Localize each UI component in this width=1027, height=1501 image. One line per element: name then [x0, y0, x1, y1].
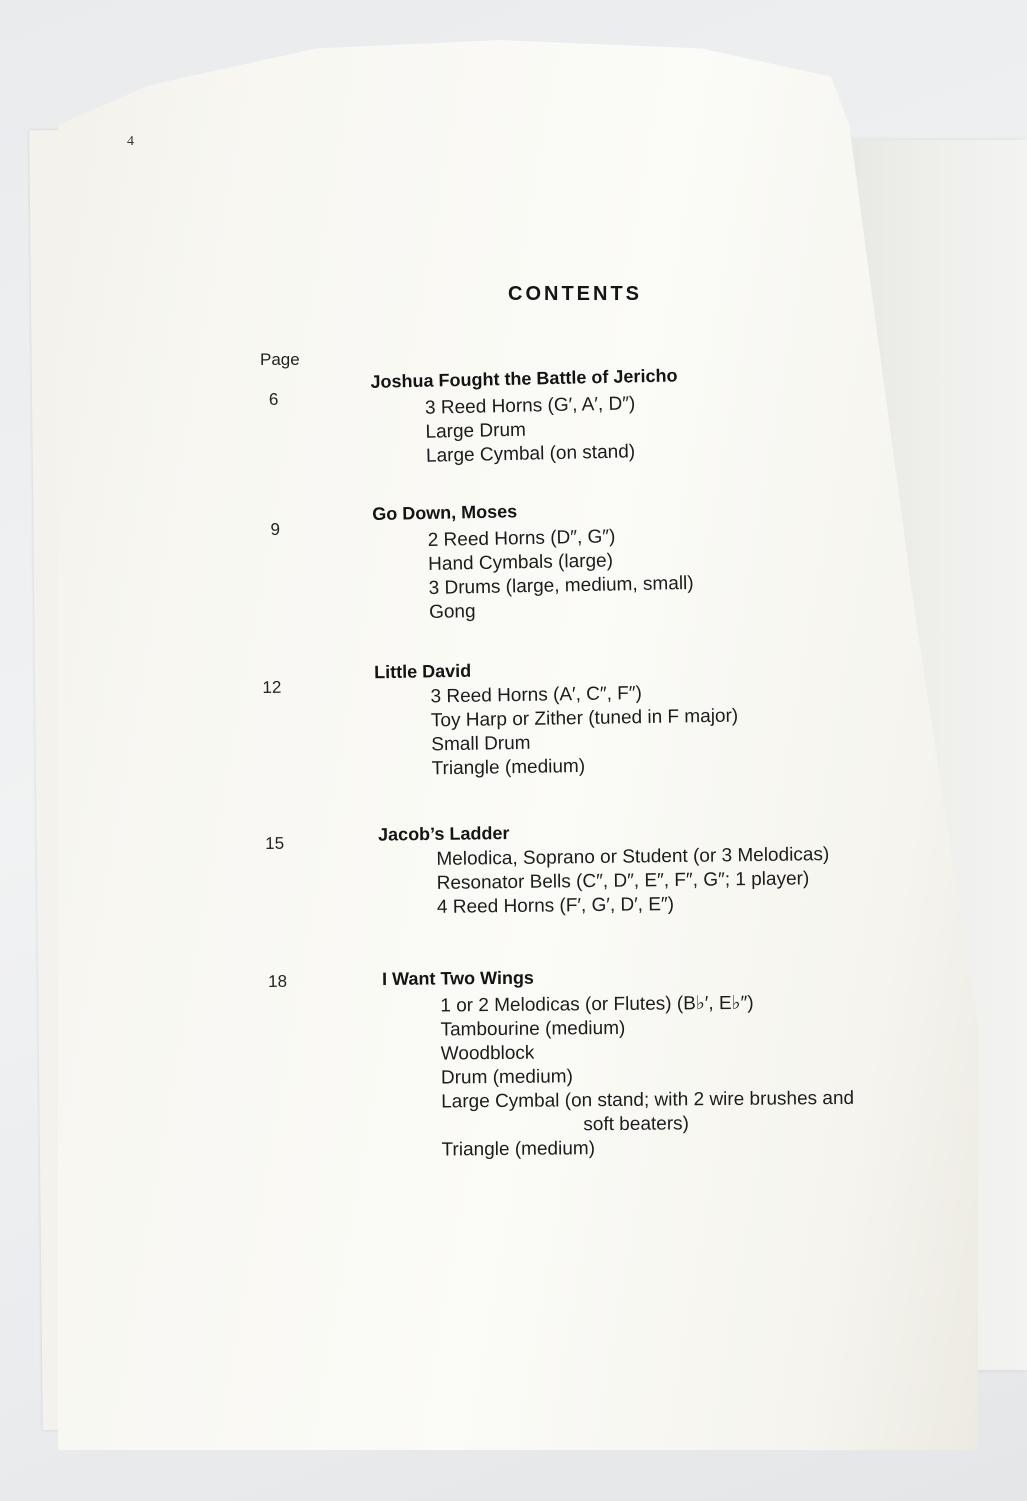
- entry-title: Little David: [374, 660, 472, 683]
- instrument-list: [425, 392, 637, 468]
- instrument-item: 2 Reed Horns (D″, G″): [427, 526, 616, 551]
- instrument-item: Hand Cymbals (large): [427, 550, 614, 575]
- page-number: 4: [127, 134, 134, 149]
- instrument-item-multiline: [441, 1087, 854, 1139]
- entry-page-number: 6: [268, 389, 279, 409]
- instrument-item: Small Drum: [431, 732, 531, 756]
- instrument-item: 3 Reed Horns (A′, C″, F″): [430, 683, 643, 708]
- instrument-item: Gong: [428, 601, 476, 623]
- instrument-item-continuation: soft beaters): [583, 1113, 690, 1136]
- entry-title: Jacob’s Ladder: [377, 823, 510, 845]
- contents-title: CONTENTS: [508, 283, 642, 305]
- entry-title: I Want Two Wings: [381, 967, 534, 990]
- instrument-list: [436, 843, 830, 920]
- instrument-item: Resonator Bells (C″, D″, E″, F″, G″; 1 player): [436, 868, 810, 894]
- instrument-list: [428, 524, 695, 625]
- instrument-item: Melodica, Soprano or Student (or 3 Melodicas): [436, 844, 830, 870]
- instrument-item: Drum (medium): [440, 1066, 573, 1089]
- instrument-item: Tambourine (medium): [440, 1017, 626, 1041]
- entry-title: Joshua Fought the Battle of Jericho: [370, 365, 678, 392]
- page-column-header: Page: [260, 350, 300, 369]
- instrument-item: Woodblock: [440, 1042, 535, 1065]
- instrument-item: Large Cymbal (on stand): [425, 441, 636, 467]
- entry-page-number: 18: [268, 971, 288, 991]
- entry-page-number: 12: [262, 677, 282, 697]
- entry-page-number: 15: [265, 833, 285, 853]
- instrument-item: Toy Harp or Zither (tuned in F major): [430, 705, 739, 732]
- instrument-item: 3 Reed Horns (G′, A′, D″): [424, 393, 636, 419]
- instrument-item-line: Large Cymbal (on stand; with 2 wire brushes and: [441, 1087, 855, 1113]
- entry-page-number: 9: [270, 519, 281, 539]
- entry-title: Go Down, Moses: [372, 501, 518, 525]
- instrument-item: Triangle (medium): [431, 755, 586, 780]
- instrument-item: 1 or 2 Melodicas (or Flutes) (B♭′, E♭″): [440, 992, 754, 1017]
- instrument-item: 3 Drums (large, medium, small): [428, 572, 694, 599]
- instrument-item: 4 Reed Horns (F′, G′, D′, E″): [436, 894, 675, 918]
- instrument-item: Large Drum: [425, 419, 527, 443]
- instrument-list: [430, 681, 739, 782]
- instrument-list: [440, 991, 854, 1163]
- instrument-item: Triangle (medium): [441, 1138, 596, 1161]
